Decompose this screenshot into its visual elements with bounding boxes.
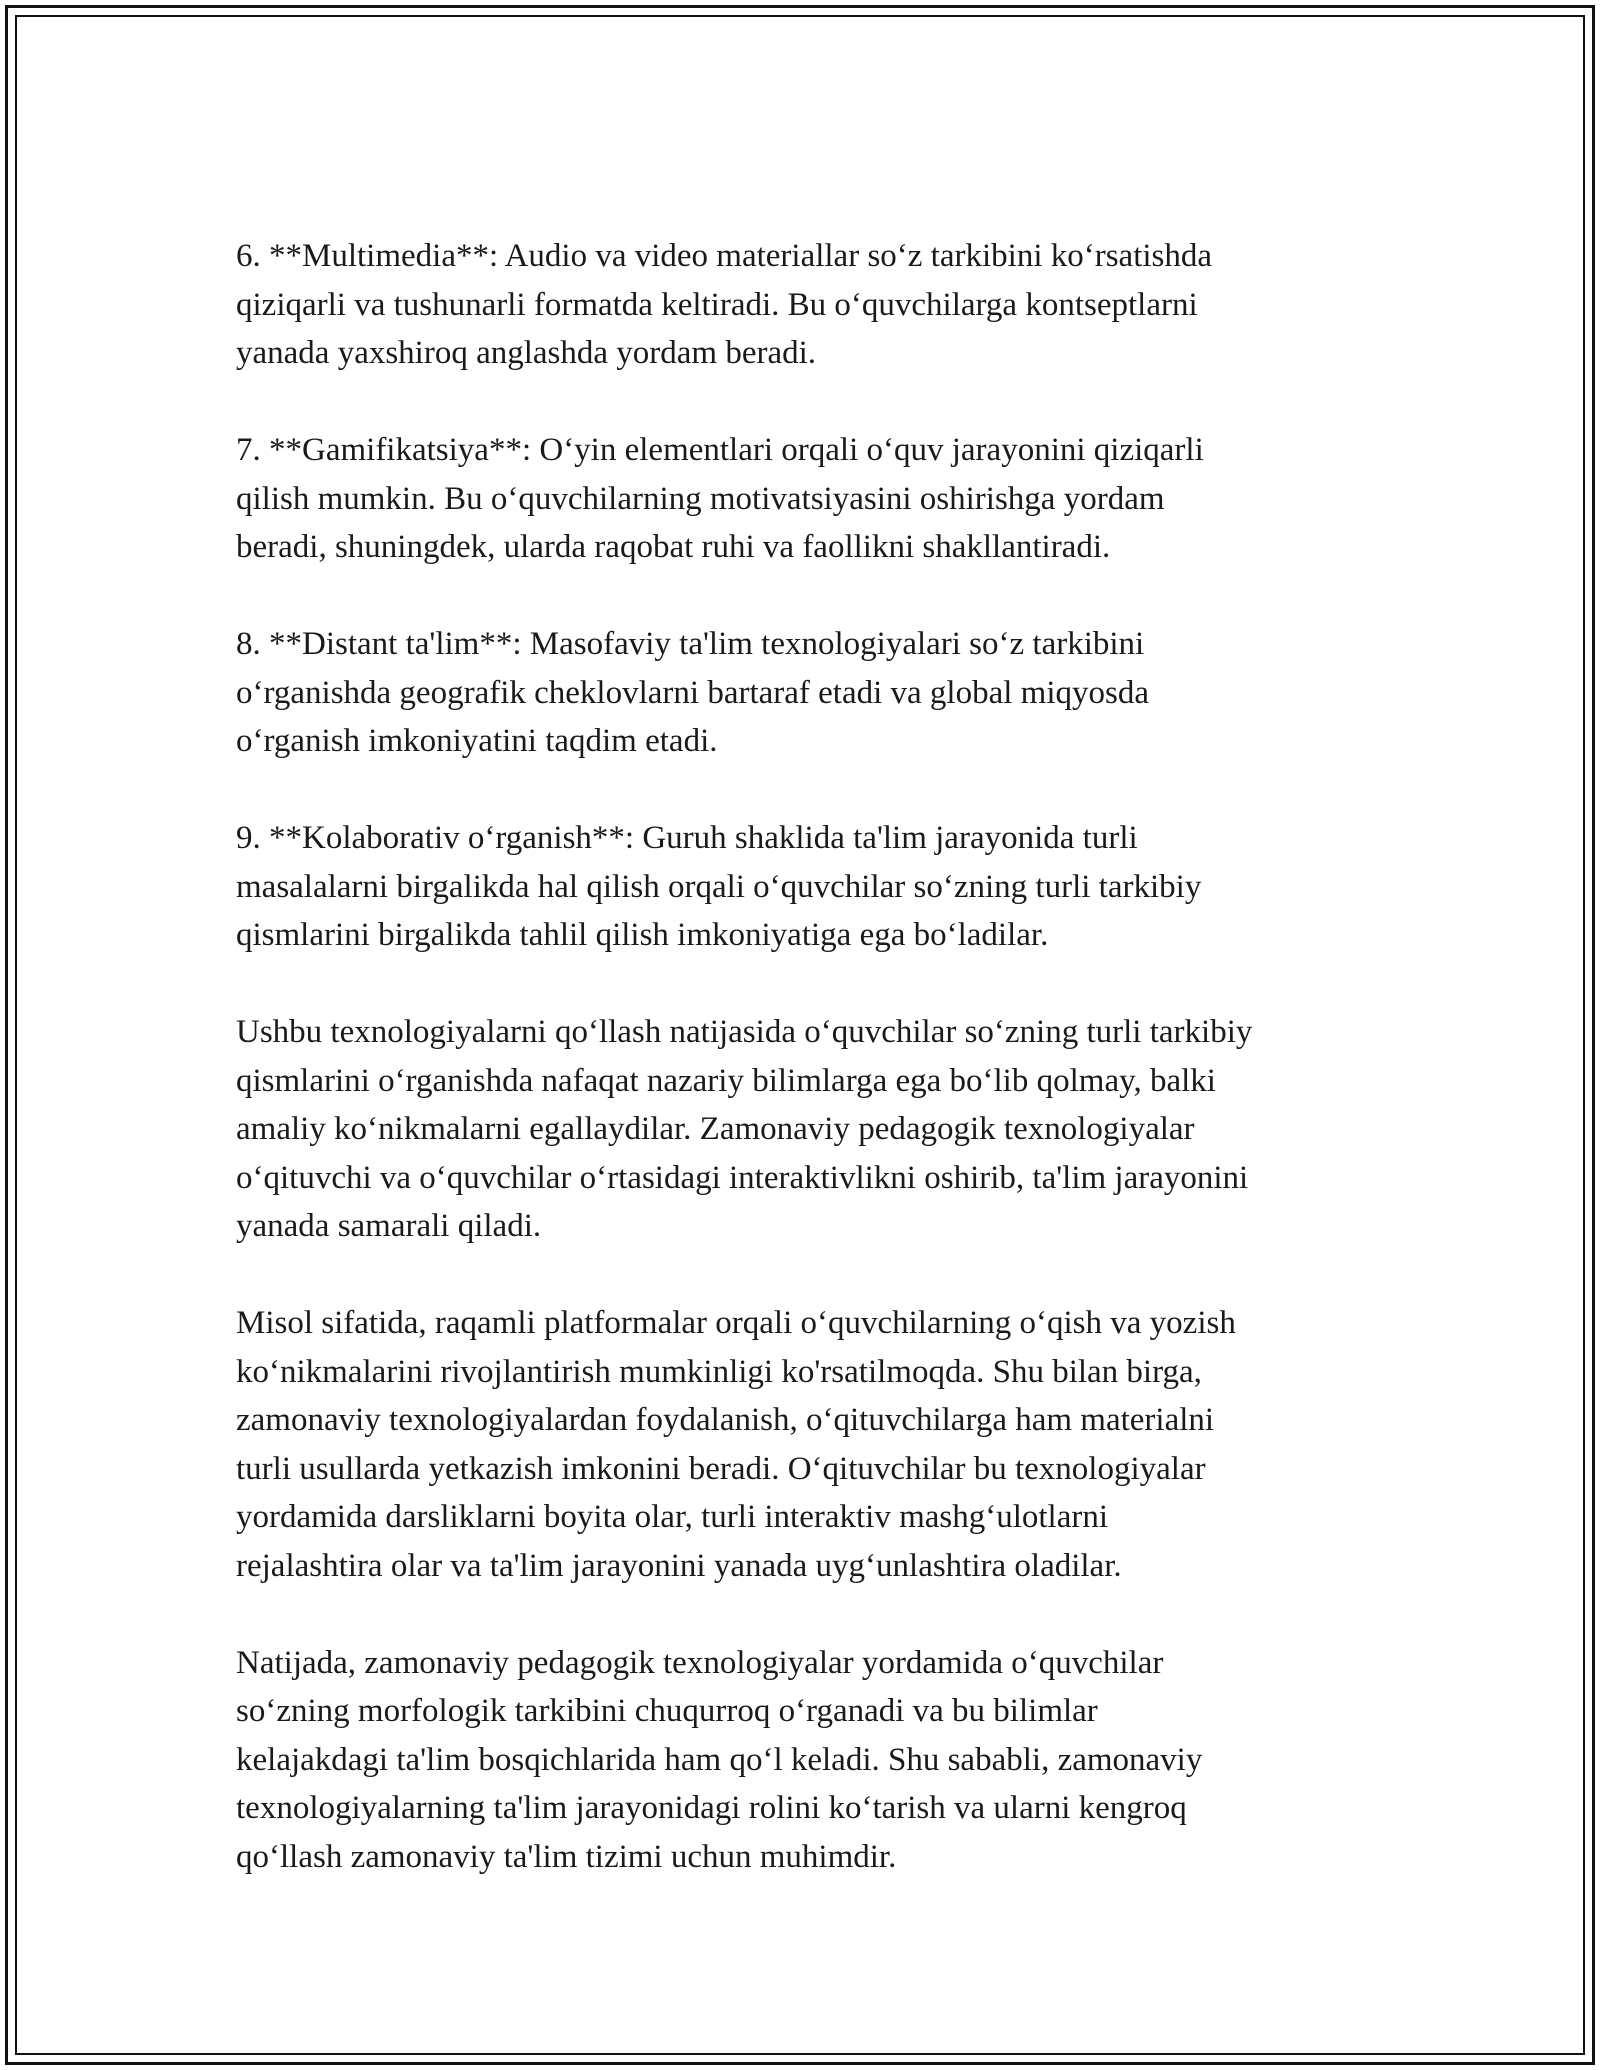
text-line: beradi, shuningdek, ularda raqobat ruhi va faollikni shakllantiradi. [236, 529, 1111, 565]
paragraph-misol [236, 1299, 1386, 1590]
paragraph-gamifikatsiya [236, 426, 1386, 572]
text-line: qismlarini o‘rganishda nafaqat nazariy bilimlarga ega bo‘lib qolmay, balki [236, 1062, 1216, 1099]
text-line: qo‘llash zamonaviy ta'lim tizimi uchun muhimdir. [236, 1838, 897, 1875]
text-line: o‘rganishda geografik cheklovlarni bartaraf etadi va global miqyosda [236, 674, 1149, 711]
text-line: yanada yaxshiroq anglashda yordam beradi. [236, 335, 817, 371]
text-line: Ushbu texnologiyalarni qo‘llash natijasida o‘quvchilar so‘zning turli tarkibiy [236, 1014, 1253, 1050]
text-line: o‘qituvchi va o‘quvchilar o‘rtasidagi interaktivlikni oshirib, ta'lim jarayonini [236, 1159, 1249, 1196]
text-line: kelajakdagi ta'lim bosqichlarida ham qo‘l keladi. Shu sababli, zamonaviy [236, 1741, 1203, 1778]
text-line: yanada samarali qiladi. [236, 1208, 542, 1244]
paragraph-kolaborativ [236, 814, 1386, 960]
text-line: so‘zning morfologik tarkibini chuqurroq o‘rganadi va bu bilimlar [236, 1693, 1098, 1729]
text-line: qilish mumkin. Bu o‘quvchilarning motivatsiyasini oshirishga yordam [236, 480, 1165, 517]
text-line: amaliy ko‘nikmalarni egallaydilar. Zamonaviy pedagogik texnologiyalar [236, 1111, 1195, 1147]
paragraph-multimedia [236, 232, 1386, 378]
text-line: 7. **Gamifikatsiya**: O‘yin elementlari orqali o‘quv jarayonini qiziqarli [236, 432, 1204, 468]
text-line: yordamida darsliklarni boyita olar, turli interaktiv mashg‘ulotlarni [236, 1499, 1109, 1535]
text-line: qismlarini birgalikda tahlil qilish imkoniyatiga ega bo‘ladilar. [236, 917, 1049, 953]
text-line: rejalashtira olar va ta'lim jarayonini yanada uyg‘unlashtira oladilar. [236, 1547, 1122, 1584]
text-line: Natijada, zamonaviy pedagogik texnologiyalar yordamida o‘quvchilar [236, 1644, 1164, 1681]
text-line: 9. **Kolaborativ o‘rganish**: Guruh shaklida ta'lim jarayonida turli [236, 820, 1138, 856]
paragraph-ushbu [236, 1008, 1386, 1251]
text-line: masalalarni birgalikda hal qilish orqali o‘quvchilar so‘zning turli tarkibiy [236, 868, 1202, 905]
text-line: texnologiyalarning ta'lim jarayonidagi rolini ko‘tarish va ularni kengroq [236, 1790, 1187, 1826]
text-line: o‘rganish imkoniyatini taqdim etadi. [236, 723, 718, 759]
text-line: 6. **Multimedia**: Audio va video materiallar so‘z tarkibini ko‘rsatishda [236, 238, 1213, 274]
paragraph-distant-talim [236, 620, 1386, 766]
text-line: Misol sifatida, raqamli platformalar orqali o‘quvchilarning o‘qish va yozish [236, 1305, 1236, 1341]
text-line: ko‘nikmalarini rivojlantirish mumkinligi ko'rsatilmoqda. Shu bilan birga, [236, 1353, 1202, 1390]
text-line: turli usullarda yetkazish imkonini beradi. O‘qituvchilar bu texnologiyalar [236, 1450, 1206, 1487]
document-body [236, 232, 1386, 1881]
text-line: 8. **Distant ta'lim**: Masofaviy ta'lim texnologiyalari so‘z tarkibini [236, 626, 1145, 662]
paragraph-natijada [236, 1639, 1386, 1882]
text-line: zamonaviy texnologiyalardan foydalanish, o‘qituvchilarga ham materialni [236, 1402, 1215, 1438]
text-line: qiziqarli va tushunarli formatda keltiradi. Bu o‘quvchilarga kontseptlarni [236, 286, 1198, 323]
